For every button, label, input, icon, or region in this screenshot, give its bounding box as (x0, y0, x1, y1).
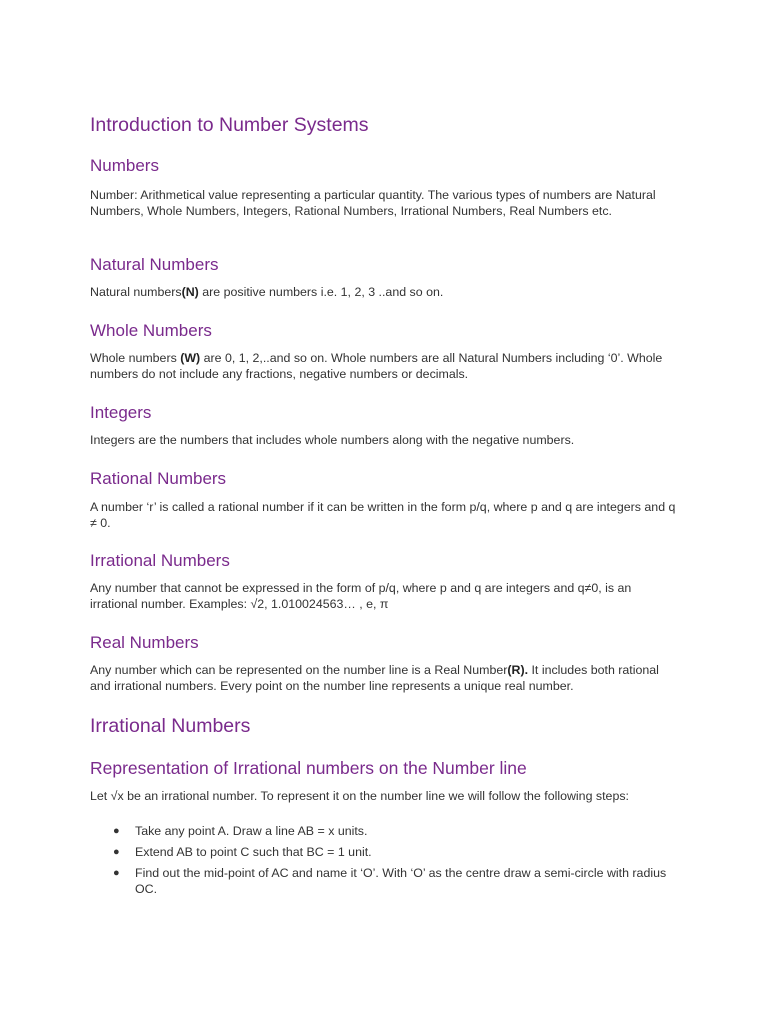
paragraph-integers: Integers are the numbers that includes whole numbers along with the negative numbers. (90, 433, 575, 447)
text-segment: It includes both rational and irrational numbers. Every point on the number line represents a unique real number. (90, 663, 659, 693)
bullet-icon: ● (113, 846, 120, 858)
bullet-icon: ● (113, 867, 120, 879)
bold-symbol-w: (W) (180, 351, 201, 365)
heading-irrational-numbers: Irrational Numbers (90, 551, 230, 570)
subheading-representation: Representation of Irrational numbers on the Number line (90, 758, 527, 778)
list-item (90, 823, 680, 839)
bullet-icon: ● (113, 825, 120, 837)
text-segment: are positive numbers i.e. 1, 2, 3 ..and so on. (198, 285, 444, 299)
bold-symbol-n: (N) (181, 285, 199, 299)
heading-real-numbers: Real Numbers (90, 633, 199, 652)
bold-symbol-r: (R). (507, 663, 529, 677)
text-segment: Whole numbers (90, 351, 181, 365)
heading-natural-numbers: Natural Numbers (90, 255, 219, 274)
text-segment: Any number which can be represented on the number line is a Real Number (90, 663, 508, 677)
list-item (90, 844, 680, 860)
text-segment: are 0, 1, 2,..and so on. Whole numbers are all Natural Numbers including ‘0’. Whole numbers do not include any fractions, negative numbers or decimals. (90, 351, 663, 381)
paragraph-irrational-numbers: Any number that cannot be expressed in the form of p/q, where p and q are integers and q≠0, is an irrational number. Examples: √2, 1.010024563… , e, π (90, 581, 632, 611)
paragraph-numbers: Number: Arithmetical value representing a particular quantity. The various types of numbers are Natural Numbers, Whole Numbers, Integers, Rational Numbers, Irrational Numbers, Real Numbers etc. (90, 188, 656, 218)
steps-list (90, 823, 680, 902)
section-title-irrational-numbers: Irrational Numbers (90, 715, 251, 737)
step-text: Find out the mid-point of AC and name it ‘O’. With ‘O’ as the centre draw a semi-circle with radius OC. (135, 866, 667, 896)
paragraph-whole-numbers (90, 350, 680, 382)
paragraph-representation-intro: Let √x be an irrational number. To represent it on the number line we will follow the following steps: (90, 789, 629, 803)
page-title: Introduction to Number Systems (90, 114, 369, 136)
step-text: Extend AB to point C such that BC = 1 unit. (135, 845, 372, 859)
heading-integers: Integers (90, 403, 152, 422)
paragraph-natural-numbers (90, 284, 680, 300)
heading-numbers: Numbers (90, 156, 159, 175)
text-segment: Natural numbers (90, 285, 182, 299)
list-item (90, 865, 680, 897)
paragraph-real-numbers (90, 662, 680, 694)
heading-whole-numbers: Whole Numbers (90, 321, 212, 340)
step-text: Take any point A. Draw a line AB = x units. (135, 824, 368, 838)
paragraph-rational-numbers: A number ‘r’ is called a rational number if it can be written in the form p/q, where p and q are integers and q ≠ 0. (90, 500, 676, 530)
heading-rational-numbers: Rational Numbers (90, 469, 227, 488)
